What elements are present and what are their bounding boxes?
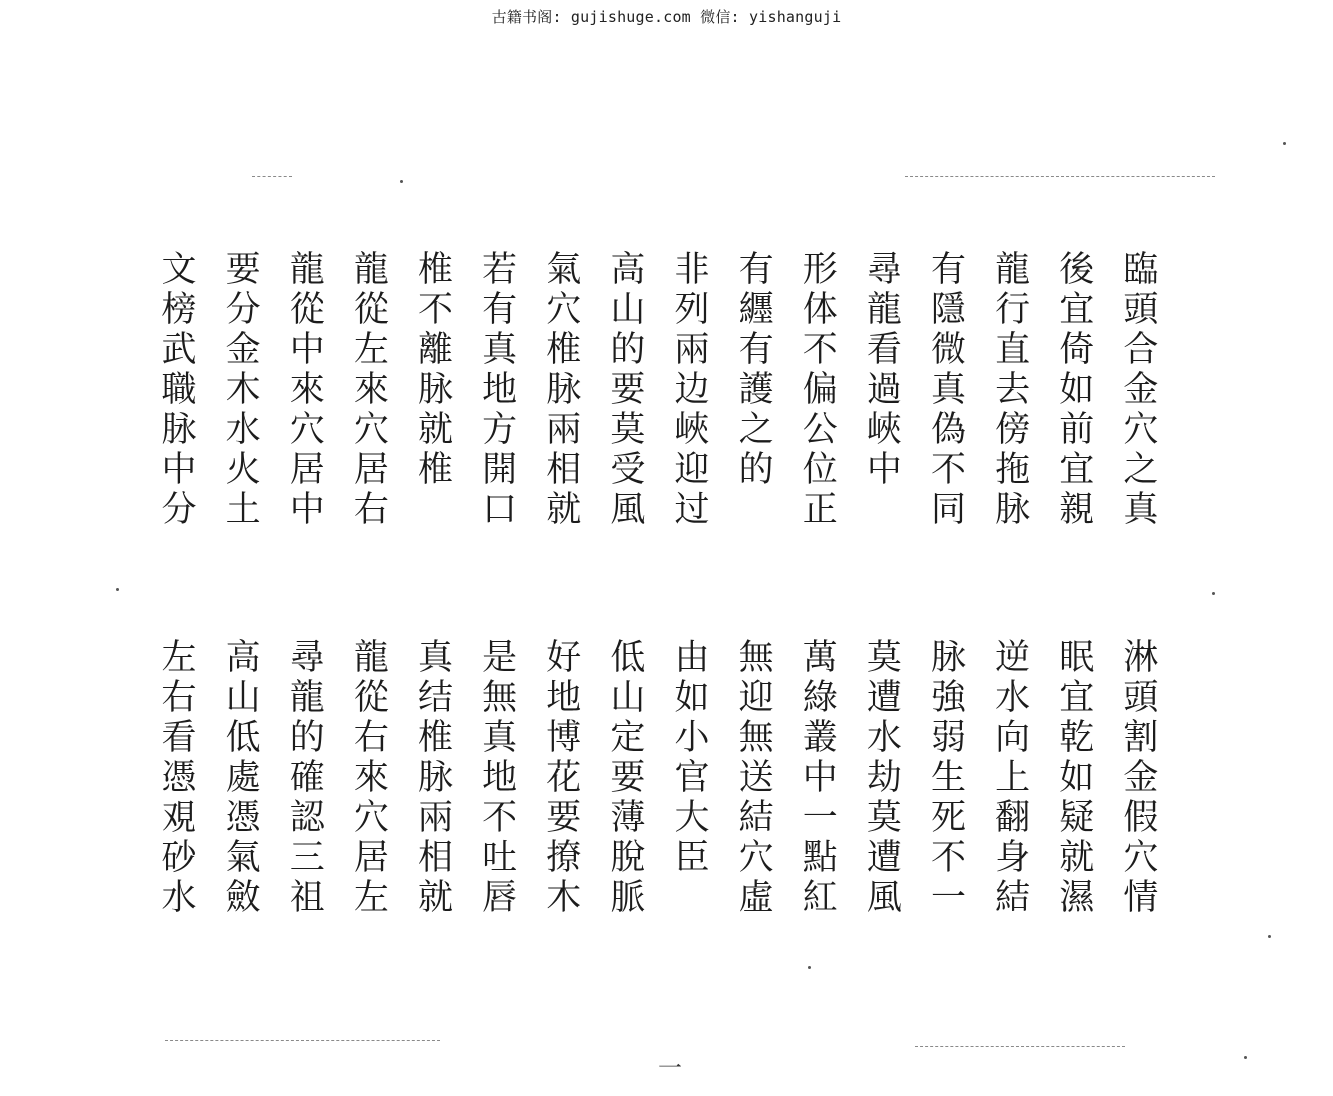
text-column: 非列兩边峽迎过 [669,250,709,530]
text-column: 淋頭割金假穴情 [1117,638,1158,918]
text-column: 要分金木水火土 [220,250,261,530]
page-number: 一 [658,1054,682,1082]
text-column: 逆水向上翻身結 [989,638,1030,918]
scan-speck [116,588,119,591]
text-column: 由如小官大臣 [669,638,709,878]
text-column: 萬綠叢中一點紅 [797,638,838,918]
text-column: 眠宜乾如疑就濕 [1053,638,1094,918]
text-column: 龍從中來穴居中 [284,250,325,530]
text-column: 有隱微真偽不同 [925,250,966,530]
text-column: 椎不離脉就椎 [412,250,453,490]
text-column: 形体不偏公位正 [797,250,838,530]
upper-text-block [157,250,1157,550]
text-column: 若有真地方開口 [476,250,517,530]
text-column: 尋龍看過峽中 [861,250,902,490]
text-column: 有纒有護之的 [733,250,774,490]
text-column: 龍從左來穴居右 [348,250,389,530]
text-column: 左右看憑覌砂水 [156,638,196,918]
scan-speck [1283,142,1286,145]
scan-speck [400,180,403,183]
text-column: 莫遭水劫莫遭風 [861,638,902,918]
text-column: 無迎無送結穴虛 [733,638,774,918]
text-column: 文榜武職脉中分 [156,250,196,530]
top-rule-left [252,176,292,177]
lower-text-block [157,638,1157,938]
text-column: 是無真地不吐唇 [476,638,517,918]
bottom-rule-right [915,1046,1125,1047]
watermark-text: 古籍书阁: gujishuge.com 微信: yishanguji [491,8,842,26]
scan-speck [808,966,811,969]
text-column: 真结椎脉兩相就 [412,638,453,918]
text-column: 好地博花要撩木 [540,638,581,918]
scan-speck [1244,1056,1247,1059]
top-rule-right [905,176,1215,177]
text-column: 龍行直去傍拖脉 [989,250,1030,530]
text-column: 尋龍的確認三祖 [284,638,325,918]
text-column: 高山低處憑氣斂 [220,638,261,918]
text-column: 高山的要莫受風 [604,250,645,530]
bottom-rule-left [165,1040,440,1041]
scan-speck [1212,592,1215,595]
text-column: 低山定要薄脫脈 [604,638,645,918]
text-column: 後宜倚如前宜親 [1053,250,1094,530]
text-column: 龍從右來穴居左 [348,638,389,918]
scan-speck [1268,935,1271,938]
text-column: 氣穴椎脉兩相就 [540,250,581,530]
text-column: 脉強弱生死不一 [925,638,966,918]
text-column: 臨頭合金穴之真 [1117,250,1158,530]
